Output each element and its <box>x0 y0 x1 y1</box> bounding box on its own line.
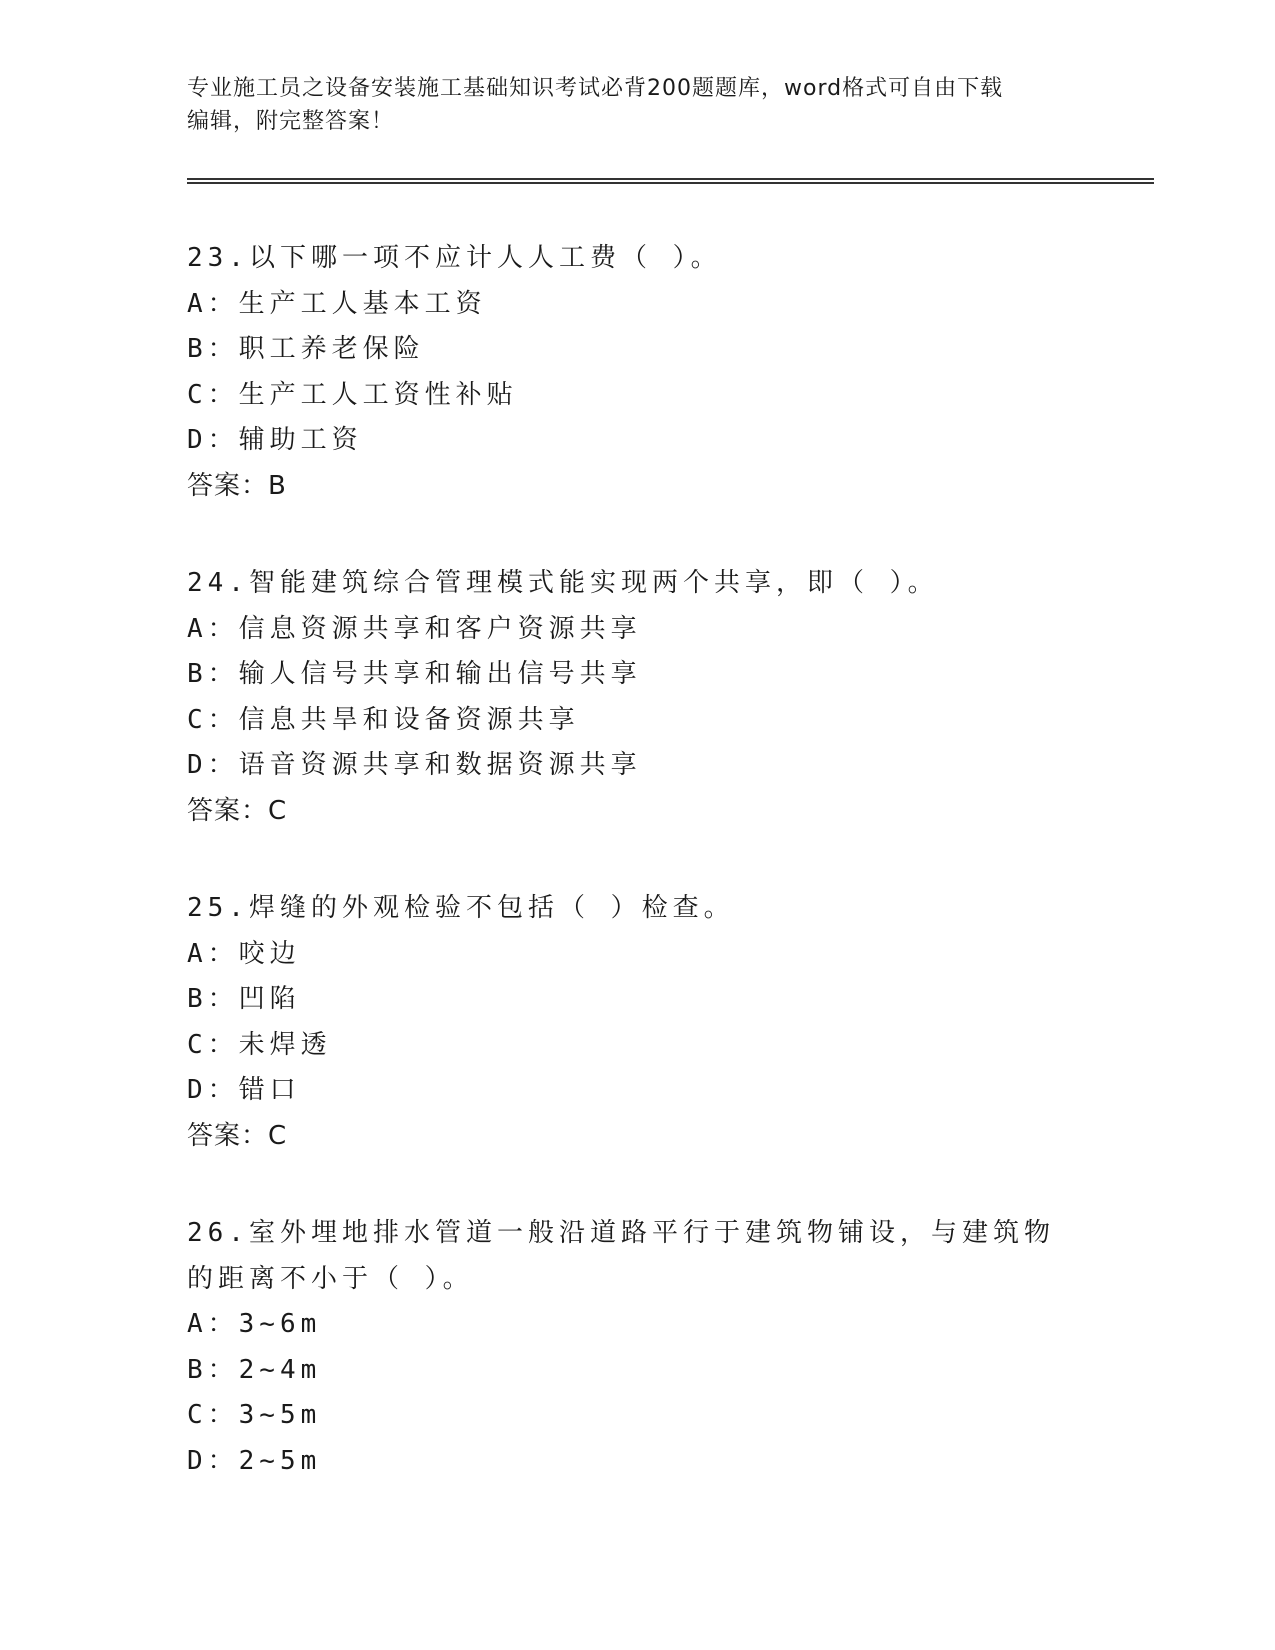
question-stem: 24.智能建筑综合管理模式能实现两个共享，即（ ）。 <box>187 568 939 598</box>
document-header <box>187 72 1087 138</box>
question-25 <box>187 886 1087 1159</box>
option-d: D：语音资源共享和数据资源共享 <box>187 750 642 780</box>
answer-line: 答案：C <box>187 1120 288 1151</box>
option-a: A：咬边 <box>187 938 301 969</box>
option-d: D：辅助工资 <box>187 425 363 455</box>
option-d: D：错口 <box>187 1075 301 1105</box>
option-b: B：2~4m <box>187 1354 322 1385</box>
question-26 <box>187 1211 1087 1484</box>
option-b: B：凹陷 <box>187 984 301 1014</box>
header-line-1: 专业施工员之设备安装施工基础知识考试必背200题题库，word格式可自由下载 <box>187 76 1004 101</box>
question-stem: 25.焊缝的外观检验不包括（ ）检查。 <box>187 893 735 923</box>
header-line-2: 编辑，附完整答案！ <box>187 109 395 134</box>
question-list <box>187 236 1087 1536</box>
question-stem: 26.室外埋地排水管道一般沿道路平行于建筑物铺设，与建筑物的距离不小于（ ）。 <box>187 1218 1055 1294</box>
question-24 <box>187 561 1087 834</box>
option-b: B：职工养老保险 <box>187 334 425 364</box>
header-divider <box>187 178 1154 184</box>
option-c: C：生产工人工资性补贴 <box>187 379 518 410</box>
question-stem: 23.以下哪一项不应计人人工费（ ）。 <box>187 243 722 273</box>
option-d: D：2~5m <box>187 1445 322 1476</box>
option-a: A：信息资源共享和客户资源共享 <box>187 613 642 644</box>
option-c: C：未焊透 <box>187 1029 332 1060</box>
question-23 <box>187 236 1087 509</box>
option-a: A：3~6m <box>187 1309 322 1339</box>
option-c: C：信息共旱和设备资源共享 <box>187 704 580 735</box>
answer-line: 答案：C <box>187 795 288 826</box>
option-a: A：生产工人基本工资 <box>187 288 487 319</box>
option-b: B：输人信号共享和输出信号共享 <box>187 659 642 689</box>
option-c: C：3~5m <box>187 1400 322 1430</box>
answer-line: 答案：B <box>187 470 287 501</box>
